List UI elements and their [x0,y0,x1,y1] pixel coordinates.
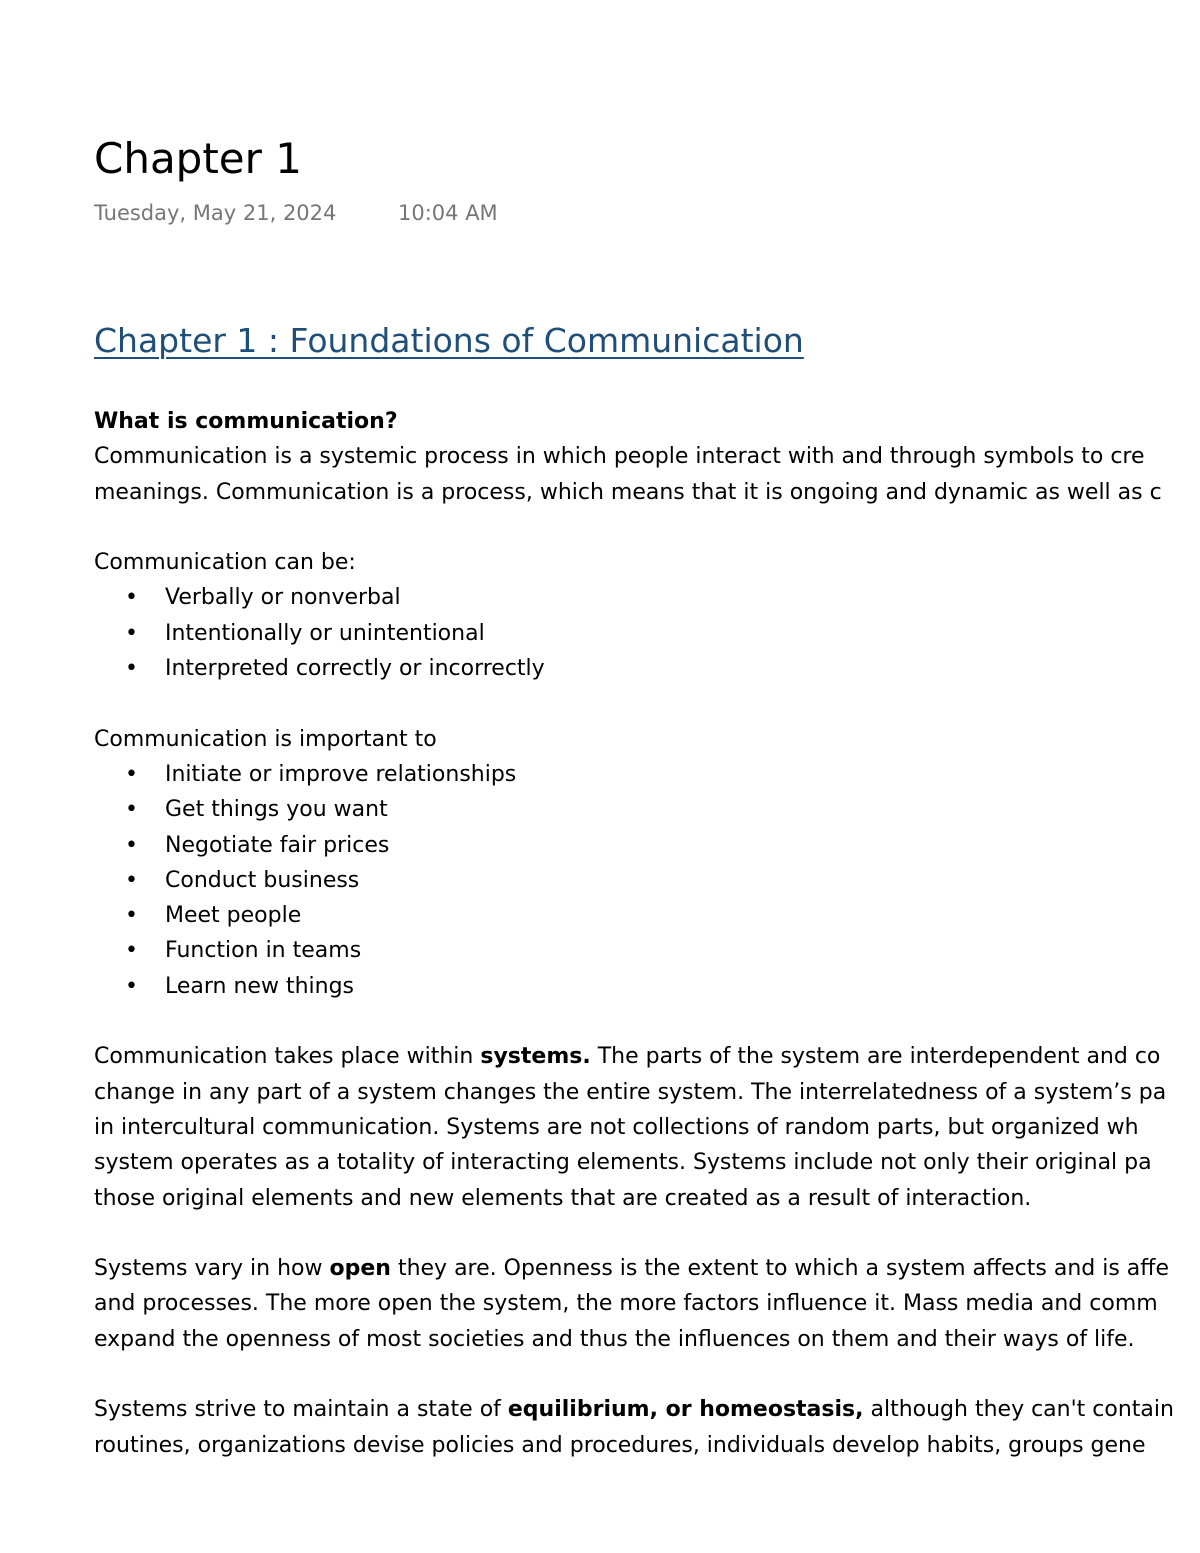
open-paragraph-line [94,1251,1200,1286]
list-item [94,651,1200,686]
systems-paragraph-line [94,1039,1200,1074]
page-time: 10:04 AM [398,201,498,225]
list-item-text: Conduct business [165,867,360,893]
spacer [94,510,1200,545]
open-paragraph-line: and processes. The more open the system, the more factors influence it. Mass media and comm [94,1291,1158,1317]
section-heading-link[interactable]: Chapter 1 : Foundations of Communication [94,321,804,360]
list-item [94,828,1200,863]
bold-term-systems: systems. [480,1044,591,1070]
equilibrium-paragraph-line [94,1392,1200,1427]
list-item-text: Interpreted correctly or incorrectly [165,656,545,682]
list-item [94,969,1200,1004]
bold-term-equilibrium: equilibrium, or homeostasis, [507,1397,864,1423]
list-item [94,933,1200,968]
list-item-text: Initiate or improve relationships [165,761,517,787]
systems-paragraph-line: in intercultural communication. Systems are not collections of random parts, but organized wh [94,1114,1139,1140]
bullet-icon: • [125,585,138,611]
systems-paragraph-line: those original elements and new elements that are created as a result of interaction. [94,1185,1032,1211]
spacer [94,1004,1200,1039]
list-item-text: Function in teams [165,938,362,964]
bold-term-open: open [329,1256,391,1282]
page-date: Tuesday, May 21, 2024 [94,201,337,225]
open-paragraph-line: expand the openness of most societies and thus the influences on them and their ways of life. [94,1326,1135,1352]
list-item-text: Meet people [165,903,302,929]
list-item-text: Get things you want [165,797,388,823]
bullet-icon: • [125,973,138,999]
page-title: Chapter 1 [94,134,302,183]
systems-paragraph-line: system operates as a totality of interacting elements. Systems include not only their original pa [94,1150,1152,1176]
can-be-list [94,580,1200,686]
spacer [94,364,1200,404]
text-run: Systems vary in how [94,1256,330,1282]
text-run: Communication takes place within [94,1044,481,1070]
list-item-text: Verbally or nonverbal [165,585,401,611]
bullet-icon: • [125,938,138,964]
bullet-icon: • [125,656,138,682]
bullet-icon: • [125,797,138,823]
note-content [94,318,1200,1458]
bullet-icon: • [125,903,138,929]
spacer [94,686,1200,721]
bullet-icon: • [125,867,138,893]
text-run: The parts of the system are interdependent and co [590,1044,1161,1070]
bullet-icon: • [125,761,138,787]
definition-line: Communication is a systemic process in which people interact with and through symbols to cre [94,444,1145,470]
list-item [94,616,1200,651]
list-item-text: Negotiate fair prices [165,832,390,858]
important-intro: Communication is important to [94,726,437,752]
text-run: they are. Openness is the extent to which a system affects and is affe [390,1256,1169,1282]
systems-paragraph-line: change in any part of a system changes the entire system. The interrelatedness of a system’s pa [94,1079,1167,1105]
definition-line: meanings. Communication is a process, which means that it is ongoing and dynamic as well as c [94,479,1162,505]
list-item-text: Learn new things [165,973,354,999]
bullet-icon: • [125,832,138,858]
list-item [94,792,1200,827]
text-run: Systems strive to maintain a state of [94,1397,508,1423]
list-item-text: Intentionally or unintentional [165,620,485,646]
list-item [94,580,1200,615]
list-item [94,757,1200,792]
spacer [94,1357,1200,1392]
list-item [94,863,1200,898]
bullet-icon: • [125,620,138,646]
important-list [94,757,1200,1004]
text-run: although they can't contain [863,1397,1174,1423]
spacer [94,1216,1200,1251]
question-heading: What is communication? [94,409,398,434]
list-item [94,898,1200,933]
can-be-intro: Communication can be: [94,550,356,576]
equilibrium-paragraph-line-cut: routines, organizations devise policies and procedures, individuals develop habits, groups gene [94,1432,1146,1458]
